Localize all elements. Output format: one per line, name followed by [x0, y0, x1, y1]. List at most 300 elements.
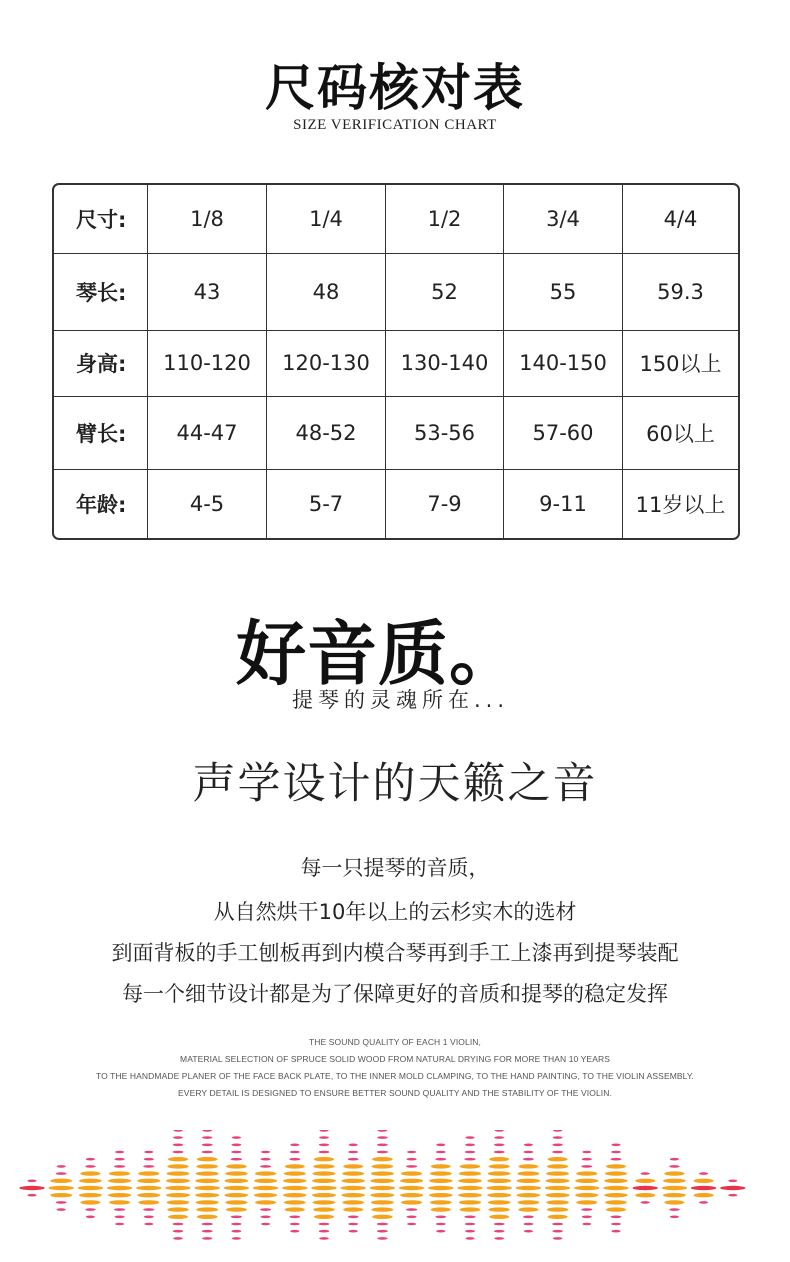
wave-dot: [459, 1171, 481, 1175]
wave-dot: [311, 1186, 336, 1190]
wave-dot: [406, 1208, 417, 1211]
table-cell: 4/4: [663, 207, 698, 231]
wave-dot: [85, 1208, 95, 1211]
wave-dot: [436, 1223, 446, 1226]
wave-dot: [343, 1164, 363, 1168]
wave-dot: [319, 1136, 329, 1139]
wave-dot: [458, 1193, 482, 1197]
wave-dot: [582, 1216, 592, 1219]
wave-dot: [489, 1157, 509, 1161]
acoustic-design-heading: 声学设计的天籁之音: [192, 759, 598, 809]
table-cell: 5-7: [267, 469, 386, 538]
wave-dot: [517, 1179, 541, 1183]
wave-dot: [465, 1144, 475, 1147]
row-divider: [54, 253, 738, 254]
wave-dot: [50, 1179, 72, 1183]
description-line: 到面背板的手工刨板再到内模合琴再到手工上漆再到提琴装配: [111, 941, 679, 965]
wave-dot: [371, 1164, 393, 1168]
wave-dot: [371, 1200, 394, 1204]
wave-dot: [669, 1208, 679, 1211]
description-line: 每一只提琴的音质，: [300, 856, 490, 880]
wave-dot: [575, 1193, 598, 1197]
wave-dot: [435, 1216, 446, 1219]
wave-dot: [606, 1164, 626, 1168]
wave-dot: [611, 1223, 621, 1226]
wave-dot: [465, 1223, 476, 1226]
wave-dot: [224, 1179, 248, 1183]
wave-dot: [486, 1186, 511, 1190]
wave-dot: [553, 1136, 563, 1139]
table-cell: 57-60: [504, 396, 623, 469]
wave-dot: [552, 1223, 563, 1226]
wave-dot: [224, 1193, 248, 1197]
wave-dot: [27, 1180, 36, 1183]
wave-dot: [318, 1223, 329, 1226]
description-line-en: THE SOUND QUALITY OF EACH 1 VIOLIN,: [309, 1037, 481, 1047]
wave-dot: [546, 1171, 569, 1175]
wave-dot: [172, 1151, 183, 1154]
wave-dot: [517, 1193, 541, 1197]
wave-dot: [603, 1186, 628, 1190]
wave-dot: [167, 1200, 190, 1204]
wave-dot: [370, 1193, 394, 1197]
wave-dot: [487, 1193, 511, 1197]
wave-dot: [173, 1130, 182, 1132]
wave-dot: [231, 1158, 242, 1161]
wave-dot: [312, 1193, 336, 1197]
wave-dot: [312, 1179, 336, 1183]
wave-dot: [167, 1164, 188, 1168]
wave-dot: [144, 1223, 153, 1226]
wave-dot: [232, 1136, 241, 1139]
wave-dot: [255, 1200, 276, 1204]
wave-dot: [431, 1207, 451, 1211]
wave-dot: [494, 1144, 504, 1147]
wave-dot: [518, 1207, 538, 1211]
wave-dot: [518, 1164, 538, 1168]
wave-dot: [348, 1151, 358, 1154]
wave-dot: [582, 1158, 592, 1161]
wave-dot: [430, 1200, 452, 1204]
wave-dot: [341, 1193, 365, 1197]
wave-dot: [285, 1207, 305, 1211]
wave-dot: [283, 1179, 307, 1183]
wave-dot: [137, 1179, 160, 1183]
wave-dot: [138, 1171, 159, 1175]
wave-dot: [109, 1200, 130, 1204]
wave-dot: [231, 1216, 242, 1219]
wave-dot: [465, 1136, 474, 1139]
row-header: 尺寸:: [54, 185, 148, 253]
wave-dot: [144, 1158, 154, 1161]
wave-dot: [371, 1207, 393, 1211]
wave-dot: [669, 1165, 679, 1168]
wave-dot: [728, 1194, 737, 1197]
table-cell: 53-56: [386, 396, 504, 469]
wave-dot: [319, 1130, 328, 1132]
wave-dot: [552, 1151, 563, 1154]
page-subtitle-en: SIZE VERIFICATION CHART: [293, 117, 497, 133]
wave-dot: [314, 1215, 334, 1219]
wave-dot: [574, 1186, 599, 1190]
table-cell: 48-52: [267, 396, 386, 469]
wave-dot: [464, 1158, 475, 1161]
wave-dot: [547, 1164, 568, 1168]
wave-dot: [582, 1223, 591, 1226]
wave-dot: [436, 1230, 445, 1233]
wave-dot: [377, 1223, 389, 1226]
wave-dot: [494, 1237, 504, 1240]
wave-dot: [202, 1136, 212, 1139]
wave-dot: [173, 1237, 183, 1240]
wave-dot: [407, 1158, 417, 1161]
wave-dot: [260, 1165, 271, 1168]
wave-dot: [663, 1179, 686, 1183]
wave-dot: [231, 1230, 241, 1233]
wave-dot: [196, 1207, 218, 1211]
row-header: 琴长:: [54, 253, 148, 330]
wave-dot: [488, 1200, 511, 1204]
wave-dot: [168, 1157, 188, 1161]
wave-dot: [548, 1157, 568, 1161]
wave-dot: [254, 1193, 277, 1197]
wave-dot: [435, 1158, 446, 1161]
wave-dot: [261, 1223, 270, 1226]
wave-dot: [546, 1179, 570, 1183]
wave-dot: [172, 1223, 183, 1226]
wave-dot: [457, 1186, 482, 1190]
arm-row: [54, 396, 738, 469]
wave-dot: [372, 1157, 393, 1161]
wave-dot: [50, 1193, 72, 1197]
wave-dot: [694, 1193, 714, 1197]
table-cell: 130-140: [386, 330, 504, 396]
wave-dot: [576, 1200, 597, 1204]
wave-dot: [290, 1144, 299, 1147]
wave-dot: [137, 1193, 160, 1197]
wave-dot: [107, 1186, 132, 1190]
wave-dot: [79, 1193, 102, 1197]
wave-dot: [114, 1208, 125, 1211]
table-cell: 7-9: [386, 469, 504, 538]
wave-dot: [611, 1216, 622, 1219]
wave-dot: [173, 1144, 183, 1147]
wave-dot: [341, 1179, 365, 1183]
row-header: 臂长:: [54, 396, 148, 469]
wave-dot: [465, 1151, 476, 1154]
wave-dot: [465, 1237, 474, 1240]
page-title: 尺码核对表: [265, 58, 525, 117]
wave-dot: [489, 1164, 510, 1168]
wave-dot: [313, 1207, 334, 1211]
table-cell: 59.3: [657, 279, 704, 304]
wave-dot: [635, 1193, 655, 1197]
wave-dot: [168, 1215, 188, 1219]
wave-dot: [261, 1158, 271, 1161]
wave-dot: [459, 1200, 481, 1204]
wave-dot: [201, 1151, 213, 1154]
table-cell: 9-11: [504, 469, 623, 538]
wave-dot: [165, 1186, 190, 1190]
wave-dot: [641, 1201, 650, 1204]
wave-dot: [436, 1151, 446, 1154]
wave-dot: [460, 1207, 481, 1211]
table-cell: 150以上: [639, 352, 722, 376]
wave-dot: [349, 1230, 358, 1233]
table-cell: 48: [267, 253, 386, 330]
wave-dot: [604, 1193, 628, 1197]
length-row: [54, 253, 738, 330]
wave-dot: [319, 1237, 329, 1240]
wave-dot: [401, 1200, 422, 1204]
wave-dot: [547, 1207, 568, 1211]
wave-dot: [663, 1193, 686, 1197]
wave-dot: [343, 1207, 363, 1211]
wave-dot: [458, 1179, 482, 1183]
wave-dot: [115, 1151, 124, 1154]
wave-dot: [196, 1164, 218, 1168]
wave-dot: [79, 1179, 102, 1183]
table-cell: 60以上: [646, 421, 715, 446]
wave-dot: [494, 1223, 505, 1226]
wave-dot: [27, 1194, 36, 1197]
table-cell: 52: [386, 253, 504, 330]
wave-dot: [197, 1157, 218, 1161]
wave-dot: [57, 1165, 66, 1168]
wave-dot: [523, 1216, 534, 1219]
wave-dot: [370, 1186, 395, 1190]
wave-dot: [231, 1151, 242, 1154]
wave-dot: [611, 1230, 620, 1233]
wave-dot: [319, 1230, 329, 1233]
wave-dot: [225, 1200, 247, 1204]
wave-dot: [553, 1237, 563, 1240]
wave-dot: [143, 1165, 154, 1168]
wave-dot: [194, 1186, 219, 1190]
wave-dot: [576, 1171, 597, 1175]
wave-dot: [495, 1130, 504, 1132]
wave-dot: [377, 1151, 389, 1154]
wave-dot: [173, 1230, 183, 1233]
wave-dot: [166, 1193, 190, 1197]
wave-dot: [516, 1186, 541, 1190]
wave-dot: [428, 1186, 453, 1190]
wave-dot: [284, 1171, 306, 1175]
wave-dot: [138, 1200, 159, 1204]
wave-dot: [261, 1216, 271, 1219]
table-cell: 140-150: [504, 330, 623, 396]
wave-dot: [464, 1216, 475, 1219]
age-row: [54, 469, 738, 538]
row-divider: [54, 396, 738, 397]
wave-dot: [728, 1180, 737, 1183]
wave-dot: [167, 1171, 190, 1175]
row-divider: [54, 469, 738, 470]
wave-dot: [231, 1144, 241, 1147]
wave-dot: [108, 1193, 131, 1197]
wave-dot: [694, 1179, 714, 1183]
wave-dot: [664, 1171, 684, 1175]
wave-dot: [524, 1230, 533, 1233]
wave-dot: [349, 1144, 358, 1147]
wave-dot: [582, 1151, 591, 1154]
wave-dot: [167, 1207, 188, 1211]
table-cell: 11岁以上: [635, 492, 726, 517]
wave-dot: [290, 1230, 299, 1233]
wave-dot: [546, 1200, 569, 1204]
wave-dot: [611, 1158, 622, 1161]
description-line: 从自然烘干10年以上的云杉实木的选材: [213, 900, 577, 924]
wave-dot: [523, 1158, 534, 1161]
description-line-en: MATERIAL SELECTION OF SPRUCE SOLID WOOD FROM NATURAL DRYING FOR MORE THAN 10 YEARS: [180, 1054, 610, 1064]
wave-dot: [670, 1158, 679, 1161]
wave-dot: [581, 1165, 592, 1168]
wave-dot: [313, 1164, 334, 1168]
wave-dot: [319, 1144, 329, 1147]
wave-dot: [254, 1179, 277, 1183]
wave-dot: [144, 1151, 153, 1154]
wave-dot: [56, 1201, 67, 1204]
wave-dot: [313, 1171, 336, 1175]
wave-dot: [429, 1179, 453, 1183]
wave-dot: [48, 1186, 73, 1190]
wave-dot: [313, 1200, 336, 1204]
table-cell: 1/4: [267, 185, 386, 253]
wave-dot: [109, 1171, 130, 1175]
wave-dot: [115, 1223, 124, 1226]
wave-dot: [377, 1237, 387, 1240]
wave-dot: [605, 1171, 627, 1175]
sound-wave-graphic: [0, 1130, 790, 1240]
wave-dot: [524, 1144, 533, 1147]
wave-dot: [407, 1223, 416, 1226]
wave-dot: [253, 1186, 278, 1190]
wave-dot: [378, 1130, 388, 1132]
wave-dot: [377, 1230, 388, 1233]
wave-dot: [552, 1144, 562, 1147]
table-cell: 120-130: [267, 330, 386, 396]
table-cell: 110-120: [148, 330, 267, 396]
wave-dot: [370, 1179, 394, 1183]
wave-dot: [377, 1136, 387, 1139]
wave-dot: [255, 1171, 276, 1175]
wave-dot: [290, 1223, 300, 1226]
wave-dot: [372, 1215, 393, 1219]
wave-dot: [488, 1171, 511, 1175]
wave-dot: [348, 1216, 359, 1219]
wave-dot: [489, 1207, 510, 1211]
wave-dot: [429, 1193, 453, 1197]
wave-dot: [348, 1158, 359, 1161]
wave-dot: [289, 1158, 300, 1161]
wave-dot: [115, 1216, 125, 1219]
table-cell: 43: [148, 253, 267, 330]
description-line: 每一个细节设计都是为了保障更好的音质和提琴的稳定发挥: [122, 982, 668, 1006]
wave-dot: [196, 1171, 219, 1175]
wave-dot: [552, 1230, 562, 1233]
wave-dot: [173, 1136, 183, 1139]
wave-dot: [399, 1186, 424, 1190]
wave-dot: [465, 1230, 475, 1233]
size-table: [52, 183, 740, 540]
wave-dot: [201, 1223, 213, 1226]
wave-dot: [342, 1200, 364, 1204]
wave-dot: [670, 1216, 679, 1219]
wave-dot: [108, 1179, 131, 1183]
wave-dot: [232, 1237, 241, 1240]
wave-dot: [195, 1179, 219, 1183]
table-cell: 1/8: [148, 185, 267, 253]
wave-dot: [136, 1186, 161, 1190]
wave-dot: [115, 1158, 125, 1161]
wave-dot: [548, 1215, 568, 1219]
wave-dot: [144, 1216, 154, 1219]
wave-dot: [289, 1216, 300, 1219]
wave-dot: [401, 1171, 422, 1175]
wave-dot: [664, 1200, 684, 1204]
wave-dot: [431, 1164, 451, 1168]
wave-dot: [86, 1216, 95, 1219]
size-row: [54, 185, 738, 253]
wave-dot: [611, 1151, 621, 1154]
wave-dot: [143, 1208, 154, 1211]
wave-dot: [225, 1171, 247, 1175]
wave-dot: [260, 1208, 271, 1211]
wave-dot: [226, 1164, 247, 1168]
wave-dot: [460, 1164, 481, 1168]
wave-dot: [641, 1172, 650, 1175]
wave-dot: [662, 1186, 687, 1190]
wave-dot: [285, 1164, 305, 1168]
wave-dot: [604, 1179, 628, 1183]
wave-dot: [430, 1171, 452, 1175]
description-line-en: TO THE HANDMADE PLANER OF THE FACE BACK PLATE, TO THE INNER MOLD CLAMPING, TO THE HAND PAINTING, TO THE VIOLIN ASSEMBLY.: [95, 1071, 694, 1081]
row-header: 年龄:: [54, 469, 148, 538]
wave-dot: [282, 1186, 307, 1190]
table-cell: 1/2: [386, 185, 504, 253]
table-cell: 44-47: [148, 396, 267, 469]
wave-dot: [553, 1130, 562, 1132]
wave-dot: [545, 1186, 570, 1190]
wave-dot: [720, 1186, 745, 1190]
wave-dot: [523, 1223, 533, 1226]
wave-dot: [407, 1151, 416, 1154]
wave-dot: [314, 1157, 334, 1161]
sound-quality-subtitle: 提琴的灵魂所在...: [292, 688, 510, 712]
wave-dot: [19, 1186, 44, 1190]
wave-dot: [56, 1172, 67, 1175]
wave-dot: [436, 1144, 445, 1147]
wave-dot: [699, 1172, 708, 1175]
row-header: 身高:: [54, 330, 148, 396]
wave-dot: [202, 1237, 212, 1240]
wave-dot: [261, 1151, 270, 1154]
wave-dot: [57, 1208, 66, 1211]
wave-dot: [348, 1223, 358, 1226]
wave-dot: [691, 1186, 716, 1190]
wave-dot: [489, 1215, 509, 1219]
wave-dot: [290, 1151, 300, 1154]
wave-dot: [517, 1200, 539, 1204]
wave-dot: [605, 1200, 627, 1204]
wave-dot: [202, 1144, 213, 1147]
wave-dot: [611, 1144, 620, 1147]
wave-dot: [78, 1186, 103, 1190]
wave-dot: [197, 1215, 218, 1219]
table-cell: 4-5: [148, 469, 267, 538]
table-cell: 55: [504, 253, 623, 330]
wave-dot: [202, 1230, 213, 1233]
